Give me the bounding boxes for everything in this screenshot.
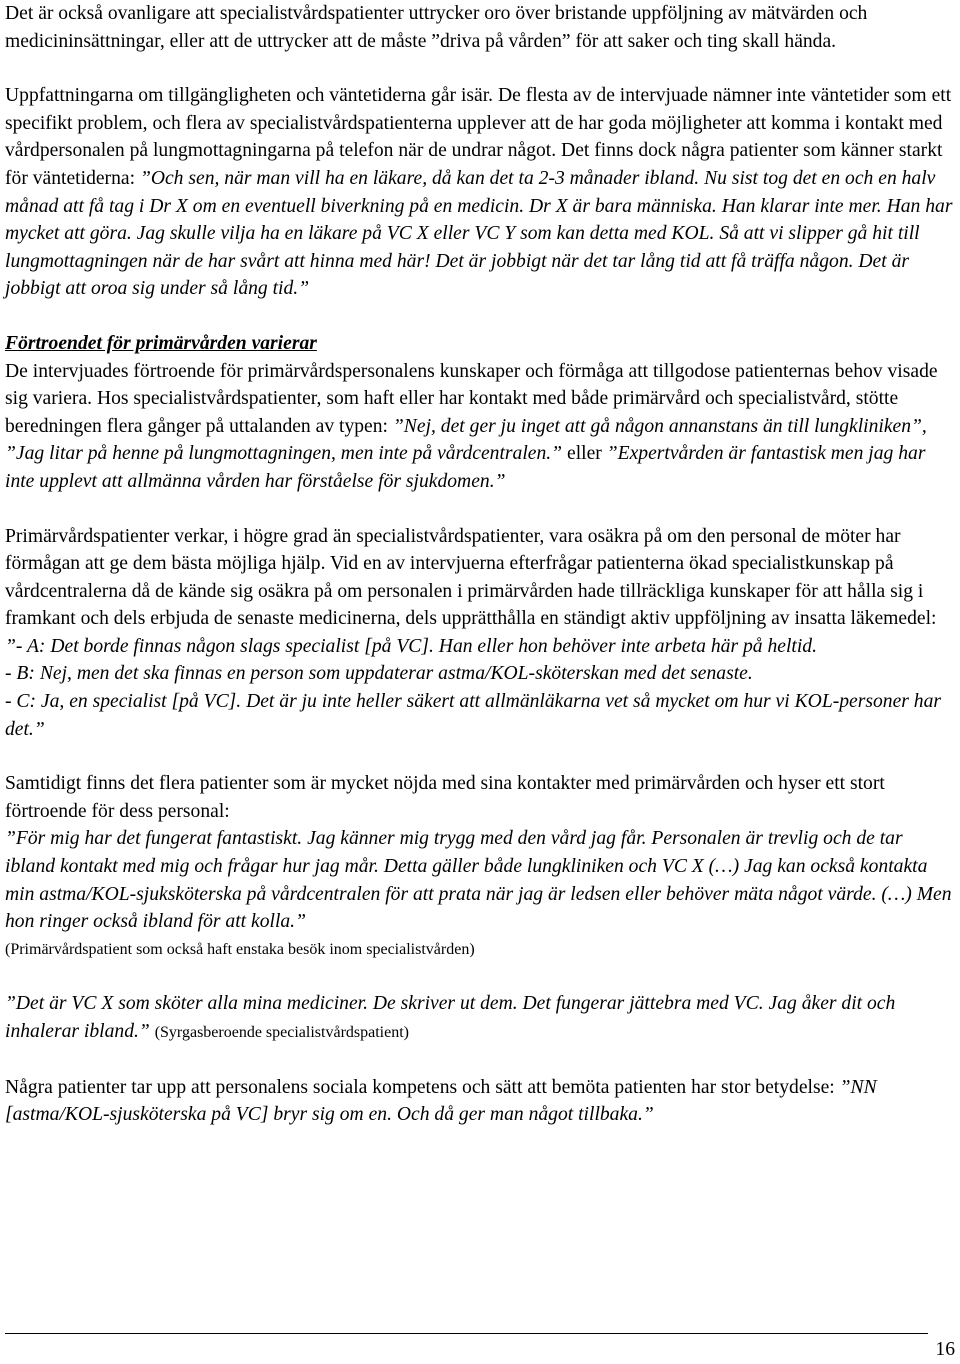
dialogue-b-text: - B: Nej, men det ska finnas en person som uppdaterar astma/KOL-sköterskan med det senaste. xyxy=(5,663,753,685)
dialogue-a-text: ”- A: Det borde finnas någon slags specialist [på VC]. Han eller hon behöver inte arbeta här på heltid. xyxy=(5,635,817,657)
paragraph-5: Samtidigt finns det flera patienter som är mycket nöjda med sina kontakter med primärvården och hyser ett stort förtroende för dess personal: xyxy=(5,773,885,822)
quote-lungkliniken: ”Nej, det ger ju inget att gå någon annanstans än till lungkliniken”, ”Jag litar på henne på lungmottagningen, men inte på vårdcentralen.” xyxy=(5,415,927,465)
paragraph-3-text: De intervjuades förtroende för primärvårdspersonalens kunskaper och förmåga att tillgodose patienternas behov visade sig variera. Hos specialistvårdspatienter, som haft eller har kontakt med både primärvård och specialistvård, stötte beredningen flera gånger på uttalanden av typen: xyxy=(5,360,938,437)
quote-expertvarden: ”Expertvården är fantastisk men jag har inte upplevt att allmänna vården har förståelse för sjukdomen.” xyxy=(5,443,926,492)
dialogue-c xyxy=(5,688,957,743)
quote-waiting-times: ”Och sen, när man vill ha en läkare, då kan det ta 2-3 månader ibland. Nu sist tog det en och en halv månad att få tag i Dr X om en eventuell biverkning på en medicin. Dr X är bara människa. Han klarar inte mer. Han har mycket att göra. Jag skulle vilja ha en läkare på VC X eller VC Y som kan detta med KOL. Så att vi slipper gå hit till lungmottagningen när de har svårt att hinna med här! Det är jobbigt när det tar lång tid att få träffa någon. Det är jobbigt att oroa sig under så lång tid.” xyxy=(5,167,953,300)
paragraph-3 xyxy=(5,358,957,496)
quote-fantastiskt xyxy=(5,825,957,935)
paragraph-3-connector: eller xyxy=(567,443,602,465)
dialogue-b xyxy=(5,660,957,688)
dialogue-c-text: - C: Ja, en specialist [på VC]. Det är ju inte heller säkert att allmänläkarna vet så mycket om hur vi KOL-personer har det.” xyxy=(5,691,942,740)
quote-fantastiskt-text: ”För mig har det fungerat fantastiskt. Jag känner mig trygg med den vård jag får. Personalen är trevlig och de tar ibland kontakt med mig och frågar hur jag mår. Detta gäller både lungkliniken och VC X (…) Jag kan också kontakta min astma/KOL-sjuksköterska på vårdcentralen för att prata när jag är ledsen eller behöver mäta något värde. (…) Men hon ringer också ibland för att kolla.” xyxy=(5,828,952,933)
paragraph-6 xyxy=(5,990,957,1046)
footer-rule xyxy=(5,1333,928,1334)
paragraph-2-text: Uppfattningarna om tillgängligheten och väntetiderna går isär. De flesta av de intervjuade nämner inte väntetider som ett specifikt problem, och flera av specialistvårdspatienterna upplever att de har goda möjligheter att komma i kontakt med vårdpersonalen på lungmottagningarna på telefon när de undrar något. Det finns dock några patienter som känner starkt för väntetiderna: xyxy=(5,85,952,189)
page-number: 16 xyxy=(935,1339,955,1360)
paragraph-1: Det är också ovanligare att specialistvårdspatienter uttrycker oro över bristande uppföljning av mätvärden och medicininsättningar, eller att de uttrycker att de måste ”driva på vården” för att saker och ting skall hända. xyxy=(5,3,868,52)
document-page xyxy=(5,0,957,1129)
quote-source-1: (Primärvårdspatient som också haft enstaka besök inom specialistvården) xyxy=(5,940,475,958)
section-heading: Förtroendet för primärvården varierar xyxy=(5,332,317,354)
quote-nn: ”NN [astma/KOL-sjusköterska på VC] bryr sig om en. Och då ger man något tillbaka.” xyxy=(5,1076,877,1126)
paragraph-7 xyxy=(5,1074,957,1129)
paragraph-7-text: Några patienter tar upp att personalens sociala kompetens och sätt att bemöta patienten har stor betydelse: xyxy=(5,1076,835,1098)
paragraph-4: Primärvårdspatienter verkar, i högre grad än specialistvårdspatienter, vara osäkra på om den personal de möter har förmågan att ge dem bästa möjliga hjälp. Vid en av intervjuerna efterfrågar patienterna ökad specialistkunskap på vårdcentralerna då de kände sig osäkra på om personalen i primärvården hade tillräckliga kunskaper för att hålla sig i framkant och dels erbjuda de senaste medicinerna, dels upprätthålla en ständigt aktiv uppföljning av insatta läkemedel: xyxy=(5,525,937,630)
dialogue-a xyxy=(5,633,957,661)
quote-vc-x: ”Det är VC X som sköter alla mina mediciner. De skriver ut dem. Det fungerar jättebra med VC. Jag åker dit och inhalerar ibland.” xyxy=(5,993,896,1042)
paragraph-2 xyxy=(5,82,957,303)
quote-source-2: (Syrgasberoende specialistvårdspatient) xyxy=(154,1024,409,1041)
